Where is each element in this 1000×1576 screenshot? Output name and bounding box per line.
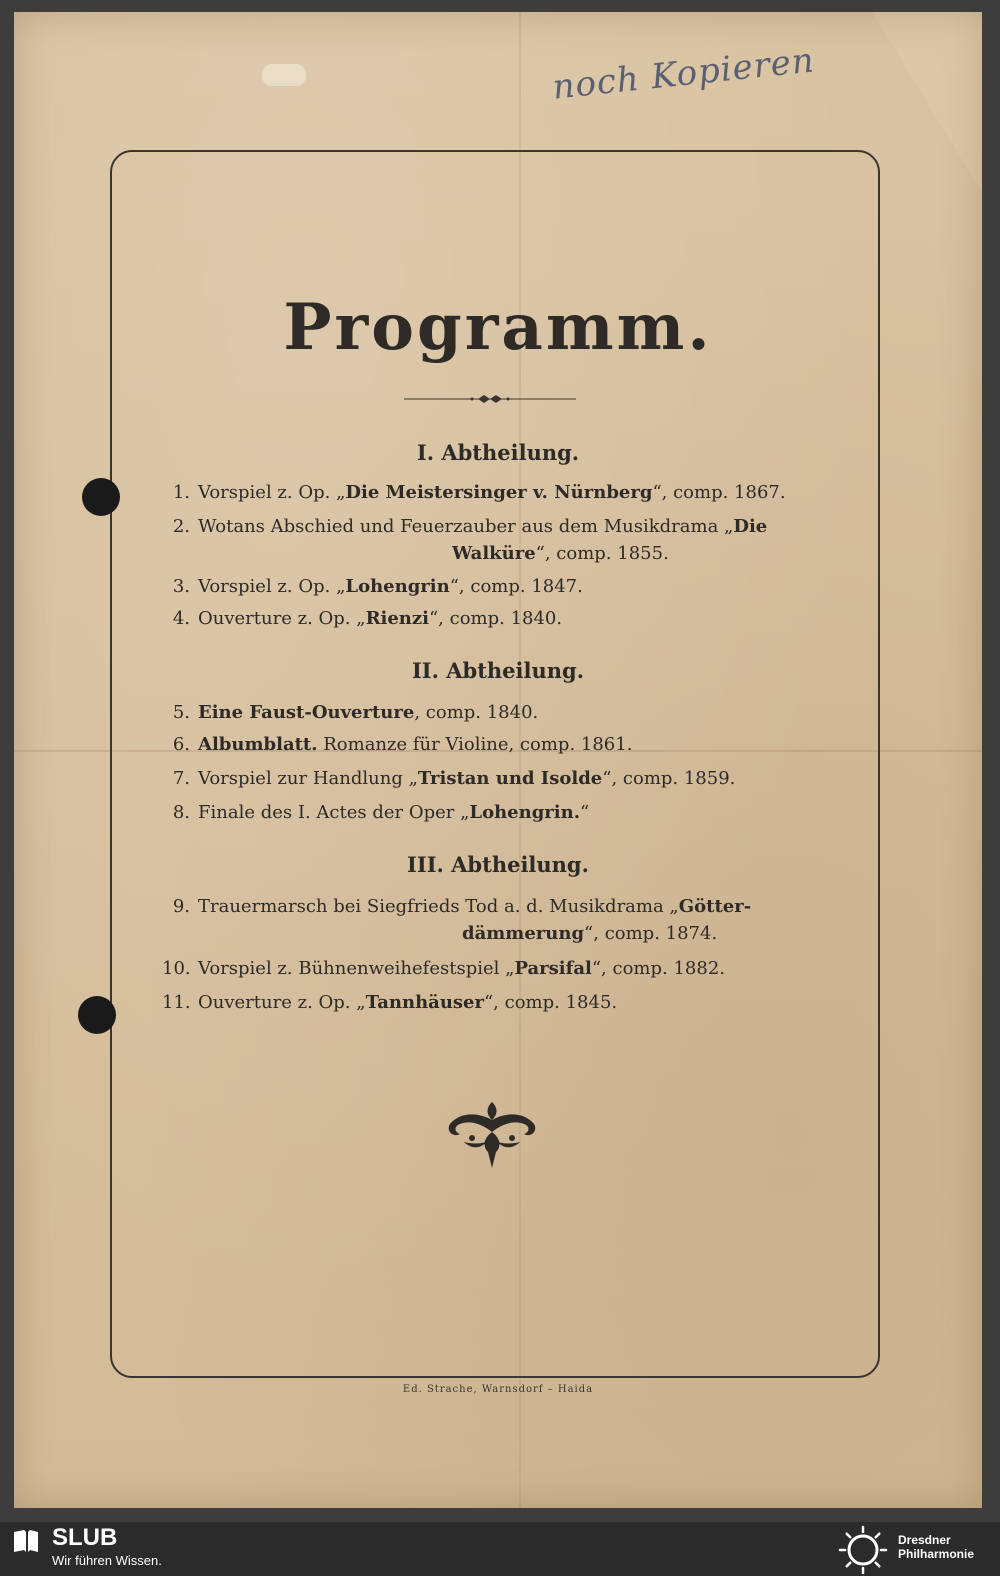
item-number: 1. [172, 482, 190, 503]
section-heading-2: II. Abtheilung. [411, 658, 585, 683]
punch-hole-bottom [78, 996, 116, 1034]
item-number: 11. [162, 992, 191, 1013]
item-pre: Vorspiel z. Bühnenweihefestspiel „ [198, 958, 515, 979]
printer-imprint: Ed. Strache, Warnsdorf – Haida [402, 1384, 594, 1395]
item-number: 5. [172, 702, 190, 723]
section-heading-3: III. Abtheilung. [407, 852, 589, 877]
item-number: 8. [172, 802, 190, 823]
item-work: Tannhäuser [365, 992, 484, 1013]
item-pre: Vorspiel z. Op. „ [198, 576, 346, 597]
item-work: Die Meistersinger v. Nürnberg [345, 482, 653, 503]
program-item-11 [162, 992, 617, 1013]
punch-hole-top [82, 478, 120, 516]
program-item-3 [162, 576, 583, 597]
item-post: , comp. 1840. [414, 702, 539, 723]
corner-fold [872, 12, 982, 192]
item-pre: Vorspiel z. Op. „ [198, 482, 346, 503]
program-item-4 [162, 608, 562, 629]
item-number: 3. [172, 576, 190, 597]
item-work: Die [733, 516, 768, 537]
item-work: Parsifal [514, 958, 592, 979]
page-title: Programm. [283, 290, 713, 365]
item-pre: Wotans Abschied und Feuerzauber aus dem Musikdrama „ [198, 516, 734, 537]
section-heading-1: I. Abtheilung. [416, 440, 580, 465]
item-work: Lohengrin [345, 576, 450, 597]
item-post: “ [579, 802, 590, 823]
philharmonie-name-line1: Dresdner [898, 1533, 951, 1547]
item-post: “, comp. 1845. [483, 992, 618, 1013]
philharmonie-name[interactable] [898, 1533, 974, 1561]
program-item-10 [162, 958, 725, 979]
item-number: 4. [172, 608, 190, 629]
item-number: 2. [172, 516, 190, 537]
item-work-continued: Walküre [452, 543, 536, 564]
footer-bar [0, 1522, 1000, 1576]
item-post: “, comp. 1867. [652, 482, 786, 503]
item-pre: Ouverture z. Op. „ [198, 992, 366, 1013]
item-pre: Trauermarsch bei Siegfrieds Tod a. d. Musikdrama „ [198, 896, 679, 917]
ornament-divider-icon [404, 392, 576, 406]
item-work: Rienzi [365, 608, 429, 629]
item-work: Albumblatt. [198, 734, 318, 755]
item-post: “, comp. 1859. [602, 768, 736, 789]
item-post: “, comp. 1847. [449, 576, 583, 597]
paper-stain [262, 64, 306, 86]
item-work: Götter- [678, 896, 752, 917]
item-pre: Vorspiel zur Handlung „ [198, 768, 418, 789]
program-item-2 [162, 516, 767, 564]
item-work-continued: dämmerung [462, 923, 585, 944]
program-item-9 [162, 896, 751, 944]
item-number: 9. [172, 896, 190, 917]
item-continued-post: “, comp. 1855. [535, 543, 669, 564]
handwritten-note: noch Kopieren [550, 40, 817, 108]
program-item-7 [162, 768, 735, 789]
philharmonie-logo-icon [838, 1525, 888, 1575]
item-pre: Ouverture z. Op. „ [198, 608, 366, 629]
philharmonie-name-line2: Philharmonie [898, 1547, 975, 1561]
program-item-1 [162, 482, 786, 503]
program-sheet [14, 12, 982, 1508]
slub-name[interactable]: SLUB [52, 1524, 118, 1551]
item-number: 7. [172, 768, 190, 789]
program-item-8 [162, 802, 589, 823]
item-number: 10. [162, 958, 191, 979]
slub-book-icon [12, 1528, 40, 1554]
item-post: Romanze für Violine, comp. 1861. [317, 734, 633, 755]
item-work: Lohengrin. [469, 802, 580, 823]
item-work: Tristan und Isolde [417, 768, 603, 789]
program-item-6 [162, 734, 632, 755]
item-post: “, comp. 1840. [428, 608, 563, 629]
program-item-5 [162, 702, 538, 723]
item-work: Eine Faust-Ouverture [198, 702, 415, 723]
item-post: “, comp. 1882. [591, 958, 725, 979]
item-pre: Finale des I. Actes der Oper „ [198, 802, 470, 823]
slub-tagline: Wir führen Wissen. [52, 1553, 162, 1568]
item-number: 6. [172, 734, 190, 755]
item-continuation [162, 543, 767, 564]
item-continued-post: “, comp. 1874. [584, 923, 718, 944]
item-continuation [162, 923, 751, 944]
floral-vignette-icon [442, 1098, 542, 1170]
